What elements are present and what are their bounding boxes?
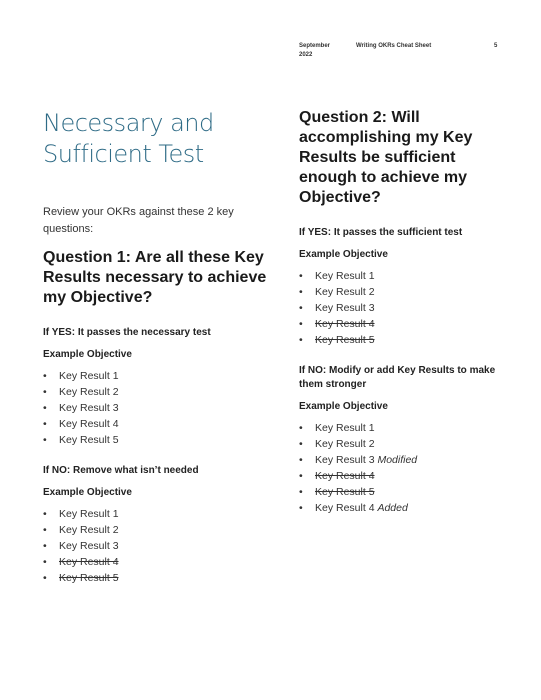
list-item-text: Key Result 1 — [315, 270, 375, 282]
intro-text: Review your OKRs against these 2 key questions: — [43, 206, 234, 235]
list-item-text: Key Result 5 — [59, 434, 119, 446]
list-item-text: Key Result 4 — [59, 418, 119, 430]
list-item-text: Key Result 3 — [315, 302, 375, 314]
list-item-removed — [299, 484, 504, 500]
list-item-text: Key Result 5 — [315, 486, 375, 498]
left-column — [43, 108, 273, 586]
list-item — [43, 538, 273, 554]
list-item — [43, 368, 273, 384]
section-title — [43, 108, 273, 170]
list-item-text: Key Result 4 — [315, 318, 375, 330]
q1-no-objective: Example Objective — [43, 487, 132, 498]
list-item — [299, 452, 504, 468]
list-item — [299, 420, 504, 436]
list-item — [43, 416, 273, 432]
list-item-text: Key Result 1 — [59, 370, 119, 382]
list-item-removed — [43, 570, 273, 586]
q1-yes-label: If YES: It passes the necessary test — [43, 327, 211, 338]
list-item — [43, 506, 273, 522]
list-item-text: Key Result 4 — [315, 502, 375, 514]
list-item-removed — [43, 554, 273, 570]
list-item — [43, 384, 273, 400]
list-item-text: Key Result 2 — [315, 438, 375, 450]
list-item-text: Key Result 3 — [315, 454, 375, 466]
question-1-heading: Question 1: Are all these Key Results necessary to achieve my Objective? — [43, 249, 267, 306]
list-item-text: Key Result 3 — [59, 540, 119, 552]
page-number: 5 — [494, 43, 498, 49]
list-item-text: Key Result 5 — [59, 572, 119, 584]
section-title-line-1: Necessary and — [43, 109, 214, 137]
list-item-text: Key Result 4 — [315, 470, 375, 482]
q1-no-label: If NO: Remove what isn’t needed — [43, 465, 199, 476]
list-item — [43, 400, 273, 416]
modified-note: Modified — [377, 454, 418, 466]
list-item-text: Key Result 1 — [315, 422, 375, 434]
list-item-text: Key Result 1 — [59, 508, 119, 520]
list-item — [299, 284, 504, 300]
q2-yes-label: If YES: It passes the sufficient test — [299, 227, 463, 238]
list-item — [299, 436, 504, 452]
q1-yes-objective: Example Objective — [43, 349, 132, 360]
q2-yes-objective: Example Objective — [299, 249, 388, 260]
q2-no-key-results — [299, 420, 504, 516]
right-column — [299, 108, 504, 516]
list-item-text: Key Result 2 — [59, 386, 119, 398]
list-item-removed — [299, 468, 504, 484]
q1-no-key-results — [43, 506, 273, 586]
q2-yes-key-results — [299, 268, 504, 348]
added-note: Added — [377, 502, 408, 514]
q2-no-label: If NO: Modify or add Key Results to make them stronger — [299, 365, 496, 390]
header-date — [299, 42, 349, 60]
list-item-text: Key Result 4 — [59, 556, 119, 568]
question-2-heading: Question 2: Will accomplishing my Key Results be sufficient enough to achieve my Objective? — [299, 109, 473, 206]
header-date-year: 2022 — [299, 52, 313, 58]
list-item-text: Key Result 5 — [315, 334, 375, 346]
header-date-month: September — [299, 43, 331, 49]
list-item — [299, 500, 504, 516]
section-title-line-2: Sufficient Test — [43, 140, 204, 168]
list-item — [299, 268, 504, 284]
list-item-text: Key Result 3 — [59, 402, 119, 414]
q1-yes-key-results — [43, 368, 273, 448]
list-item — [43, 522, 273, 538]
list-item-text: Key Result 2 — [59, 524, 119, 536]
list-item-text: Key Result 2 — [315, 286, 375, 298]
list-item — [43, 432, 273, 448]
list-item-removed — [299, 316, 504, 332]
list-item — [299, 300, 504, 316]
list-item-removed — [299, 332, 504, 348]
header-title: Writing OKRs Cheat Sheet — [356, 43, 432, 49]
q2-no-objective: Example Objective — [299, 401, 388, 412]
